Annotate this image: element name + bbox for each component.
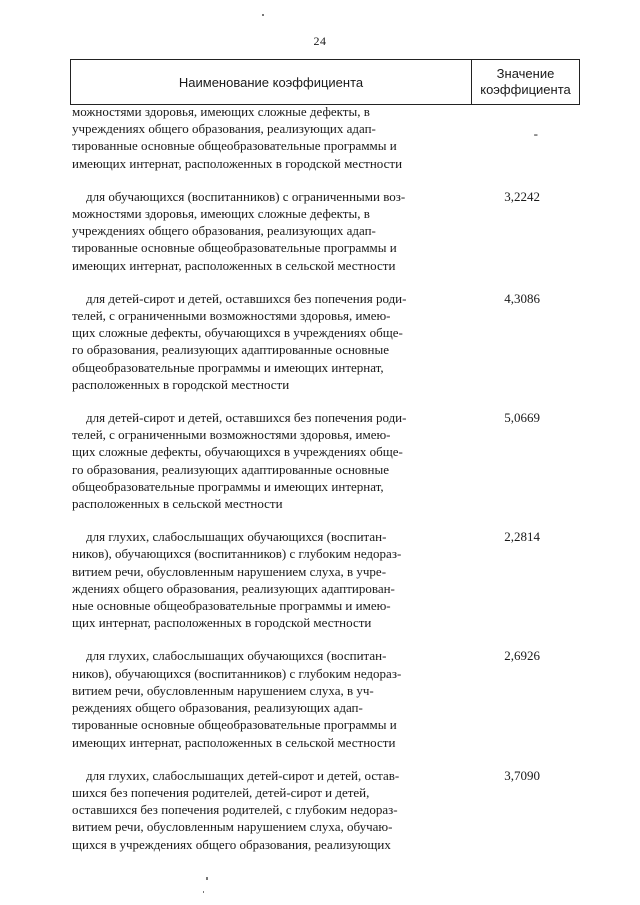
coefficient-name (72, 290, 464, 393)
text-line: ников), обучающихся (воспитанников) с глубоким недораз- (72, 665, 402, 681)
row-gap (72, 393, 572, 409)
text-line: общеобразовательные программы и имеющих интернат, (72, 359, 384, 375)
scan-speck (203, 891, 204, 893)
table-row (72, 103, 572, 172)
text-line: общеобразовательные программы и имеющих интернат, (72, 478, 384, 494)
coefficient-name (72, 767, 464, 853)
table-row (72, 409, 572, 512)
coefficient-name (72, 188, 464, 274)
text-line: телей, с ограниченными возможностями здоровья, имею- (72, 308, 391, 324)
text-line: имеющих интернат, расположенных в сельской местности (72, 257, 396, 273)
text-line: расположенных в городской местности (72, 376, 290, 392)
page-number: 24 (313, 34, 327, 48)
row-gap (72, 751, 572, 767)
text-line: учреждениях общего образования, реализующих адап- (72, 121, 376, 137)
text-line: для детей-сирот и детей, оставшихся без попечения роди- (86, 290, 407, 306)
coefficient-name (72, 647, 464, 750)
scan-speck (206, 877, 208, 880)
text-line: щихся в учреждениях общего образования, реализующих (72, 836, 391, 852)
text-line: ждениях общего образования, реализующих адаптирован- (72, 580, 395, 596)
text-line: витием речи, обусловленным нарушением слуха, обучаю- (72, 819, 393, 835)
text-line: тированные основные общеобразовательные программы и (72, 717, 397, 733)
text-line: щих интернат, расположенных в городской местности (72, 615, 372, 631)
coefficient-value: 4,3086 (504, 290, 540, 306)
table-header (70, 59, 580, 105)
text-line: щих сложные дефекты, обучающихся в учреждениях обще- (72, 444, 403, 460)
row-gap (72, 512, 572, 528)
text-line: для детей-сирот и детей, оставшихся без попечения роди- (86, 410, 407, 426)
text-line: телей, с ограниченными возможностями здоровья, имею- (72, 427, 391, 443)
text-line: расположенных в сельской местности (72, 496, 283, 512)
table-row (72, 188, 572, 274)
text-line: го образования, реализующих адаптированные основные (72, 461, 390, 477)
coefficient-name (72, 409, 464, 512)
text-line: реждениях общего образования, реализующих адап- (72, 700, 363, 716)
coefficient-value: 3,7090 (504, 767, 540, 783)
coefficient-table-body (72, 103, 572, 853)
text-line: имеющих интернат, расположенных в городской местности (72, 155, 403, 171)
table-row (72, 647, 572, 750)
text-line: можностями здоровья, имеющих сложные дефекты, в (72, 104, 370, 119)
text-line: тированные основные общеобразовательные программы и (72, 240, 397, 256)
text-line: для глухих, слабослышащих обучающихся (воспитан- (86, 529, 387, 545)
text-line: для обучающихся (воспитанников) с ограниченными воз- (86, 188, 406, 204)
coefficient-name (72, 528, 464, 631)
text-line: шихся без попечения родителей, детей-сирот и детей, (72, 784, 370, 800)
coefficient-value: 2,6926 (504, 648, 540, 664)
text-line: имеющих интернат, расположенных в сельской местности (72, 734, 396, 750)
text-line: щих сложные дефекты, обучающихся в учреждениях обще- (72, 325, 403, 341)
text-line: для глухих, слабослышащих детей-сирот и детей, остав- (86, 767, 400, 783)
text-line: для глухих, слабослышащих обучающихся (воспитан- (86, 648, 387, 664)
text-line: ников), обучающихся (воспитанников) с глубоким недораз- (72, 546, 402, 562)
coefficient-value: - (533, 126, 538, 141)
column-header-name: Наименование коэффициента (71, 60, 472, 104)
text-line: витием речи, обусловленным нарушением слуха, в учре- (72, 563, 387, 579)
row-gap (72, 274, 572, 290)
table-row (72, 290, 572, 393)
row-gap (72, 631, 572, 647)
coefficient-value: 2,2814 (504, 529, 540, 545)
column-header-value (472, 60, 579, 104)
coefficient-value: 3,2242 (504, 188, 540, 204)
text-line: витием речи, обусловленным нарушением слуха, в уч- (72, 682, 374, 698)
text-line: можностями здоровья, имеющих сложные дефекты, в (72, 206, 370, 222)
coefficient-name (72, 103, 464, 172)
text-line: ные основные общеобразовательные программы и имею- (72, 598, 391, 614)
table-row (72, 767, 572, 853)
text-line: учреждениях общего образования, реализующих адап- (72, 223, 376, 239)
text-line: оставшихся без попечения родителей, с глубоким недораз- (72, 802, 398, 818)
coefficient-value: 5,0669 (504, 410, 540, 426)
table-row (72, 528, 572, 631)
text-line: тированные основные общеобразовательные программы и (72, 138, 397, 154)
column-header-value-line2: коэффициента (480, 82, 571, 97)
column-header-value-line1: Значение (496, 66, 555, 81)
text-line: го образования, реализующих адаптированные основные (72, 342, 390, 358)
scan-speck (262, 14, 264, 16)
row-gap (72, 172, 572, 188)
